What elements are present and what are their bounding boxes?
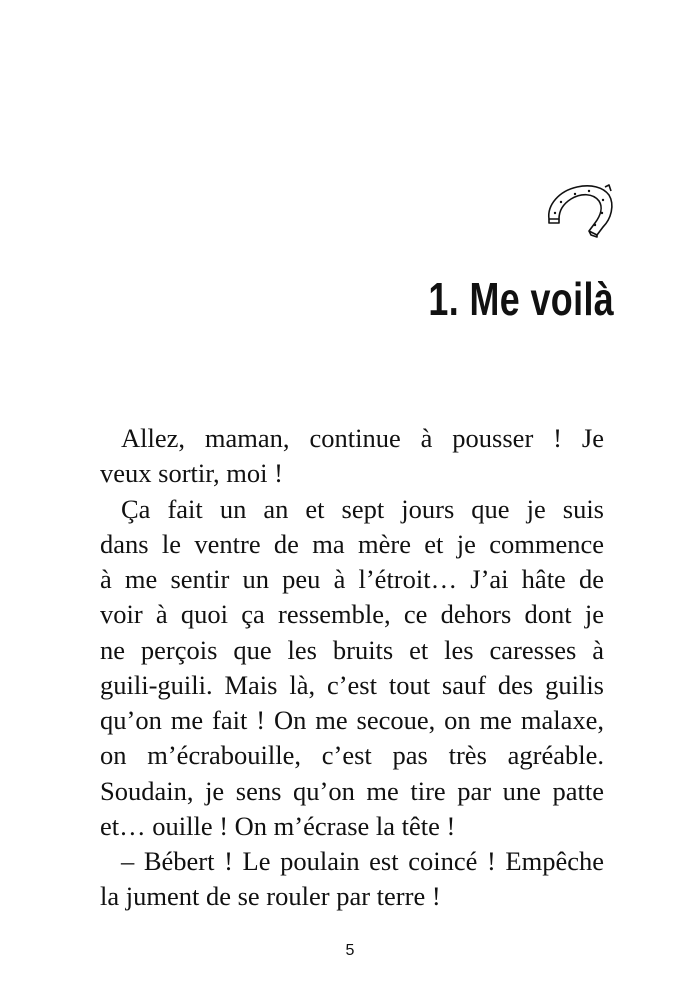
text-line: qu’on me fait ! On me secoue, on me malaxe, bbox=[100, 705, 604, 735]
paragraph bbox=[100, 492, 604, 845]
text-line: Soudain, je sens qu’on me tire par une patte bbox=[100, 775, 604, 806]
chapter-title: 1. Me voilà bbox=[428, 273, 614, 325]
text-line: voir à quoi ça ressemble, ce dehors dont je bbox=[100, 599, 604, 630]
text-line: Ça fait un an et sept jours que je suis bbox=[121, 493, 604, 524]
text-line: Allez, maman, continue à pousser ! Je bbox=[121, 423, 604, 453]
text-line: veux sortir, moi ! bbox=[100, 458, 283, 489]
paragraph bbox=[100, 421, 604, 492]
page-number: 5 bbox=[345, 942, 355, 959]
paragraph bbox=[100, 844, 604, 915]
text-line: à me sentir un peu à l’étroit… J’ai hâte de bbox=[100, 564, 604, 594]
text-line: la jument de se rouler par terre ! bbox=[100, 881, 441, 912]
text-line: on m’écrabouille, c’est pas très agréable. bbox=[100, 740, 604, 771]
text-line: – Bébert ! Le poulain est coincé ! Empêche bbox=[121, 846, 604, 876]
body-text bbox=[100, 421, 604, 915]
horseshoe-icon bbox=[545, 183, 615, 243]
text-line: ne perçois que les bruits et les caresses à bbox=[100, 634, 604, 665]
text-line: dans le ventre de ma mère et je commence bbox=[100, 528, 604, 559]
text-line: guili-guili. Mais là, c’est tout sauf des guilis bbox=[100, 669, 604, 700]
text-line: et… ouille ! On m’écrase la tête ! bbox=[100, 810, 456, 841]
